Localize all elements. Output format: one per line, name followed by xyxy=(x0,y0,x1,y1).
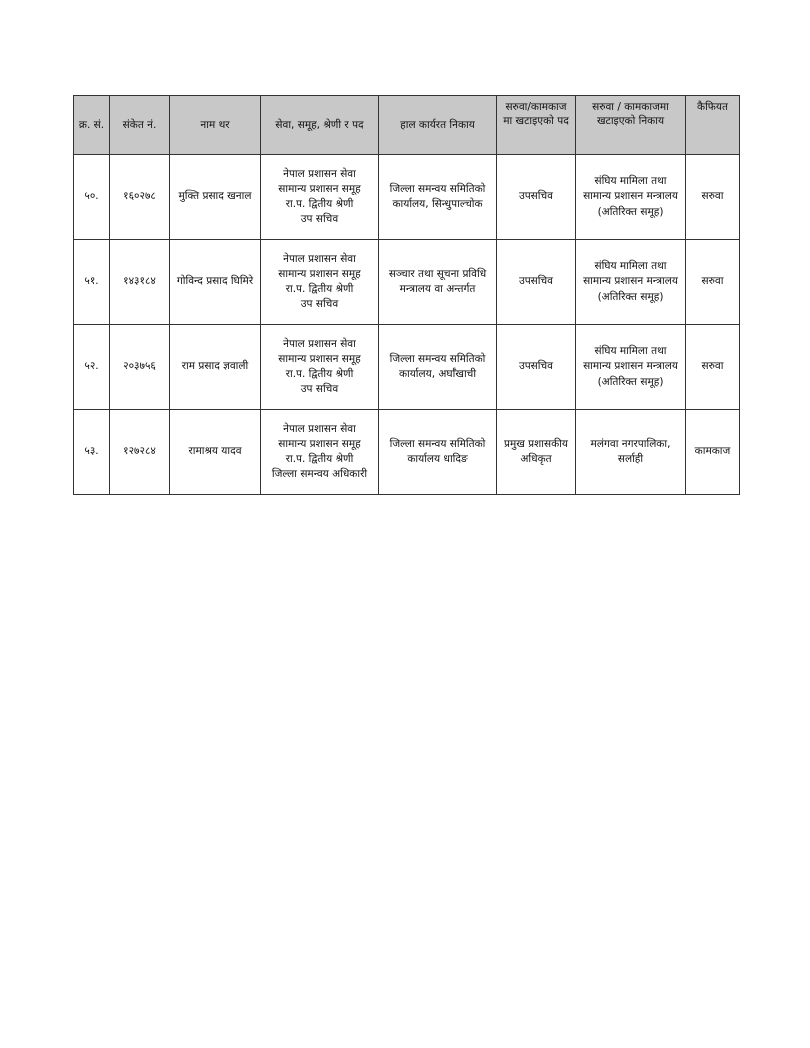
post-cell xyxy=(497,240,576,325)
new-office-cell-line: सामान्य प्रशासन मन्त्रालय xyxy=(583,360,678,373)
code-cell: १६०२७८ xyxy=(110,155,170,240)
post-cell xyxy=(497,155,576,240)
serial-cell: ५३. xyxy=(74,410,110,495)
serial-cell: ५०. xyxy=(74,155,110,240)
service-cell-line: रा.प. द्वितीय श्रेणी xyxy=(285,198,354,210)
current-office-cell xyxy=(379,155,497,240)
table-row xyxy=(74,155,740,240)
header-current-office: हाल कार्यरत निकाय xyxy=(379,96,497,155)
current-office-cell-line: जिल्ला समन्वय समितिको xyxy=(389,437,486,450)
post-cell xyxy=(497,410,576,495)
remarks-cell: कामकाज xyxy=(686,410,740,495)
code-cell: १२७२८४ xyxy=(110,410,170,495)
current-office-cell-line: सञ्चार तथा सूचना प्रविधि xyxy=(388,267,487,280)
new-office-cell-line: संघिय मामिला तथा xyxy=(594,175,667,188)
serial-cell: ५१. xyxy=(74,240,110,325)
new-office-cell xyxy=(576,155,686,240)
name-cell: राम प्रसाद ज्ञवाली xyxy=(170,325,261,410)
header-post-line: मा खटाइएको पद xyxy=(503,115,569,128)
new-office-cell-line: संघिय मामिला तथा xyxy=(594,345,667,358)
service-cell-line: सामान्य प्रशासन समूह xyxy=(278,267,361,280)
new-office-cell-line: मलंगवा नगरपालिका, xyxy=(590,437,671,450)
name-cell: रामाश्रय यादव xyxy=(170,410,261,495)
service-cell-line: सामान्य प्रशासन समूह xyxy=(278,437,361,450)
header-code: संकेत नं. xyxy=(110,96,170,155)
service-cell-line: नेपाल प्रशासन सेवा xyxy=(283,337,356,350)
service-cell xyxy=(261,240,379,325)
service-cell-line: रा.प. द्वितीय श्रेणी xyxy=(285,368,354,380)
code-cell: १४३१८४ xyxy=(110,240,170,325)
current-office-cell xyxy=(379,410,497,495)
new-office-cell-line: सामान्य प्रशासन मन्त्रालय xyxy=(583,275,678,288)
service-cell-line: नेपाल प्रशासन सेवा xyxy=(283,422,356,435)
service-cell-line: उप सचिव xyxy=(300,298,339,311)
table-header-row xyxy=(74,96,740,155)
new-office-cell-line: (अतिरिक्त समूह) xyxy=(597,205,664,218)
service-cell-line: उप सचिव xyxy=(300,383,339,396)
post-cell-line: प्रमुख प्रशासकीय xyxy=(504,437,568,450)
new-office-cell-line: सामान्य प्रशासन मन्त्रालय xyxy=(583,190,678,203)
current-office-cell-line: कार्यालय धादिङ xyxy=(407,453,468,465)
header-service: सेवा, समूह, श्रेणी र पद xyxy=(261,96,379,155)
header-name: नाम थर xyxy=(170,96,261,155)
header-new-office-line: सरुवा / कामकाजमा xyxy=(592,101,669,113)
service-cell-line: उप सचिव xyxy=(300,213,339,226)
current-office-cell xyxy=(379,325,497,410)
new-office-cell-line: संघिय मामिला तथा xyxy=(594,260,667,273)
header-new-office xyxy=(576,96,686,155)
post-cell-line: उपसचिव xyxy=(518,275,554,288)
post-cell xyxy=(497,325,576,410)
service-cell-line: रा.प. द्वितीय श्रेणी xyxy=(285,453,354,465)
header-serial: क्र. सं. xyxy=(74,96,110,155)
name-cell: गोविन्द प्रसाद घिमिरे xyxy=(170,240,261,325)
new-office-cell-line: सर्लाही xyxy=(617,453,644,465)
header-new-office-line: खटाइएको निकाय xyxy=(596,115,665,128)
service-cell xyxy=(261,410,379,495)
transfer-table xyxy=(73,95,740,495)
new-office-cell-line: (अतिरिक्त समूह) xyxy=(597,290,664,303)
header-remarks: कैफियत xyxy=(686,96,740,155)
service-cell-line: नेपाल प्रशासन सेवा xyxy=(283,252,356,265)
name-cell: मुक्ति प्रसाद खनाल xyxy=(170,155,261,240)
post-cell-line: उपसचिव xyxy=(518,360,554,373)
current-office-cell-line: मन्त्रालय वा अन्तर्गत xyxy=(399,283,476,295)
service-cell-line: नेपाल प्रशासन सेवा xyxy=(283,167,356,180)
service-cell-line: रा.प. द्वितीय श्रेणी xyxy=(285,283,354,295)
current-office-cell-line: जिल्ला समन्वय समितिको xyxy=(389,352,486,365)
new-office-cell-line: (अतिरिक्त समूह) xyxy=(597,375,664,388)
code-cell: २०३७५६ xyxy=(110,325,170,410)
serial-cell: ५२. xyxy=(74,325,110,410)
post-cell-line: उपसचिव xyxy=(518,190,554,203)
new-office-cell xyxy=(576,325,686,410)
current-office-cell-line: जिल्ला समन्वय समितिको xyxy=(389,182,486,195)
remarks-cell: सरुवा xyxy=(686,155,740,240)
header-post xyxy=(497,96,576,155)
new-office-cell xyxy=(576,240,686,325)
table-row xyxy=(74,240,740,325)
service-cell-line: जिल्ला समन्वय अधिकारी xyxy=(271,468,368,481)
service-cell-line: सामान्य प्रशासन समूह xyxy=(278,182,361,195)
table-row xyxy=(74,325,740,410)
table-body xyxy=(74,155,740,495)
service-cell-line: सामान्य प्रशासन समूह xyxy=(278,352,361,365)
remarks-cell: सरुवा xyxy=(686,240,740,325)
service-cell xyxy=(261,155,379,240)
post-cell-line: अधिकृत xyxy=(520,453,552,465)
table-row xyxy=(74,410,740,495)
current-office-cell-line: कार्यालय, सिन्धुपाल्चोक xyxy=(392,198,483,210)
remarks-cell: सरुवा xyxy=(686,325,740,410)
header-post-line: सरुवा/कामकाज xyxy=(505,101,567,113)
current-office-cell-line: कार्यालय, अर्घाँखाची xyxy=(398,368,477,380)
current-office-cell xyxy=(379,240,497,325)
new-office-cell xyxy=(576,410,686,495)
service-cell xyxy=(261,325,379,410)
